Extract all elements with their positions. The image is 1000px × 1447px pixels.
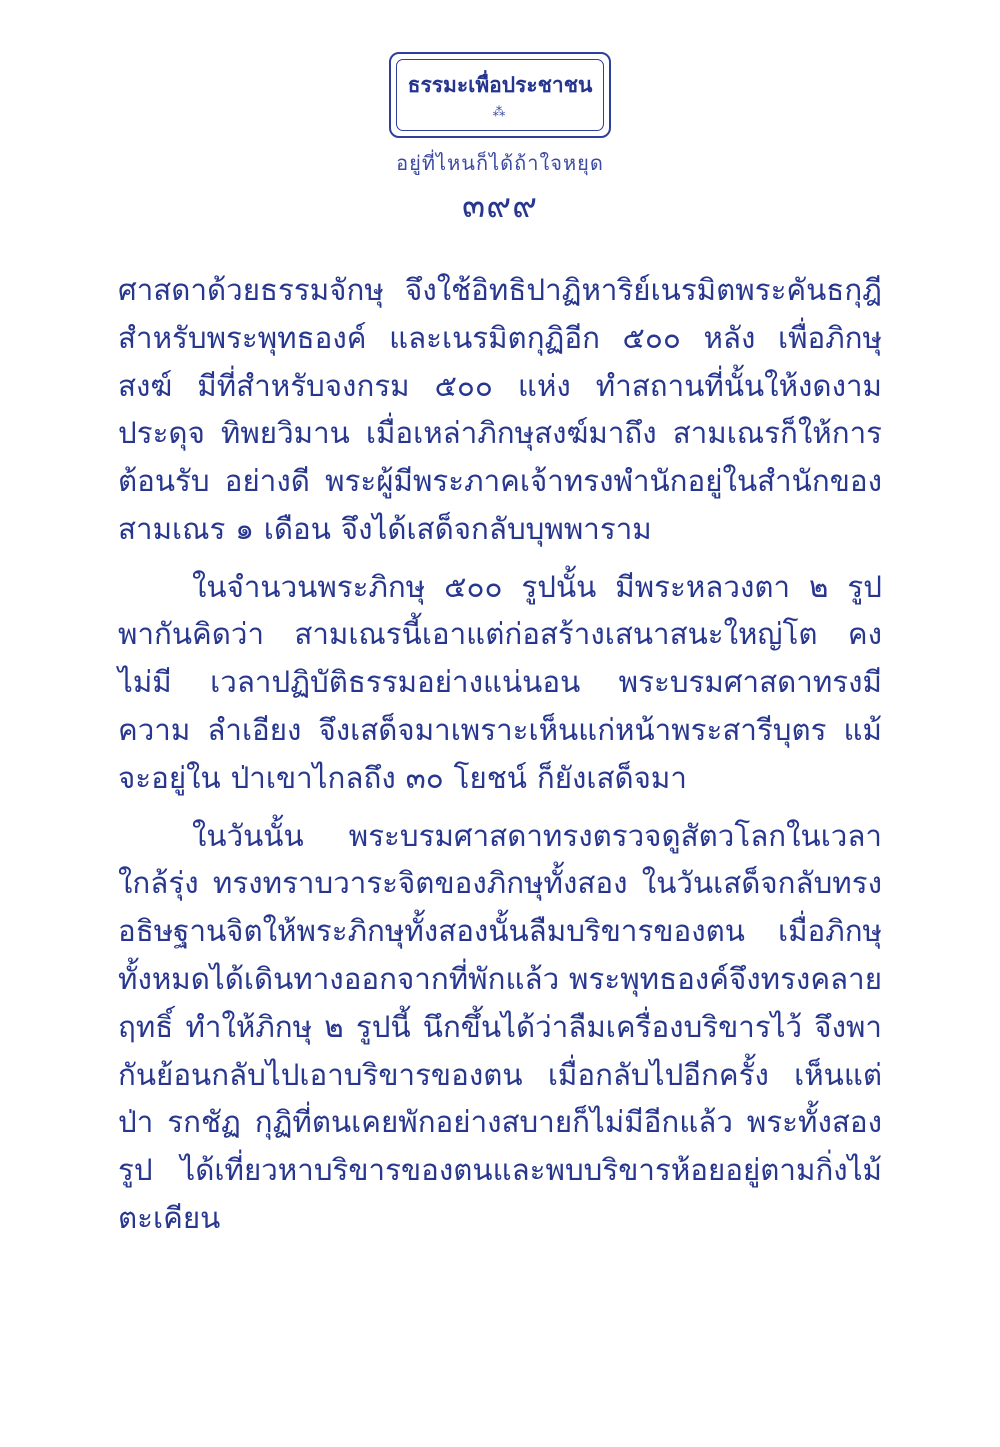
logo-flourish-icon: ⁂ [492,105,508,120]
publication-logo [389,52,611,138]
publication-tagline: อยู่ที่ไหนก็ได้ถ้าใจหยุด [396,151,604,175]
paragraph: ในจำนวนพระภิกษุ ๕๐๐ รูปนั้น มีพระหลวงตา ๒ รูป พากันคิดว่า สามเณรนี้เอาแต่ก่อสร้างเสนาสนะใหญ่โต คงไม่มี เวลาปฏิบัติธรรมอย่างแน่นอน พระบรมศาสดาทรงมีความ ลำเอียง จึงเสด็จมาเพราะเห็นแก่หน้าพระสารีบุตร แม้จะอยู่ใน ป่าเขาไกลถึง ๓๐ โยชน์ ก็ยังเสด็จมา [118,569,882,795]
paragraph: ในวันนั้น พระบรมศาสดาทรงตรวจดูสัตวโลกในเวลา ใกล้รุ่ง ทรงทราบวาระจิตของภิกษุทั้งสอง ในวันเสด็จกลับทรง อธิษฐานจิตให้พระภิกษุทั้งสองนั้นลืมบริขารของตน เมื่อภิกษุ ทั้งหมดได้เดินทางออกจากที่พักแล้ว พระพุทธองค์จึงทรงคลาย ฤทธิ์ ทำให้ภิกษุ ๒ รูปนี้ นึกขึ้นได้ว่าลืมเครื่องบริขารไว้ จึงพา กันย้อนกลับไปเอาบริขารของตน เมื่อกลับไปอีกครั้ง เห็นแต่ป่า รกชัฏ กุฏิที่ตนเคยพักอย่างสบายก็ไม่มีอีกแล้ว พระทั้งสองรูป ได้เที่ยวหาบริขารของตนและพบบริขารห้อยอยู่ตามกิ่งไม้ตะเคียน [118,818,882,1235]
page-masthead [118,52,882,226]
body-text [118,267,882,1243]
page-number: ๓๙๙ [461,186,539,226]
logo-wordmark: ธรรมะเพื่อประชาชน [407,73,593,97]
paragraph: ศาสดาด้วยธรรมจักษุ จึงใช้อิทธิปาฏิหาริย์เนรมิตพระคันธกุฎี สำหรับพระพุทธองค์ และเนรมิตกุฏิอีก ๕๐๐ หลัง เพื่อภิกษุสงฆ์ มีที่สำหรับจงกรม ๕๐๐ แห่ง ทำสถานที่นั้นให้งดงามประดุจ ทิพยวิมาน เมื่อเหล่าภิกษุสงฆ์มาถึง สามเณรก็ให้การต้อนรับ อย่างดี พระผู้มีพระภาคเจ้าทรงพำนักอยู่ในสำนักของสามเณร ๑ เดือน จึงได้เสด็จกลับบุพพาราม [118,273,882,546]
